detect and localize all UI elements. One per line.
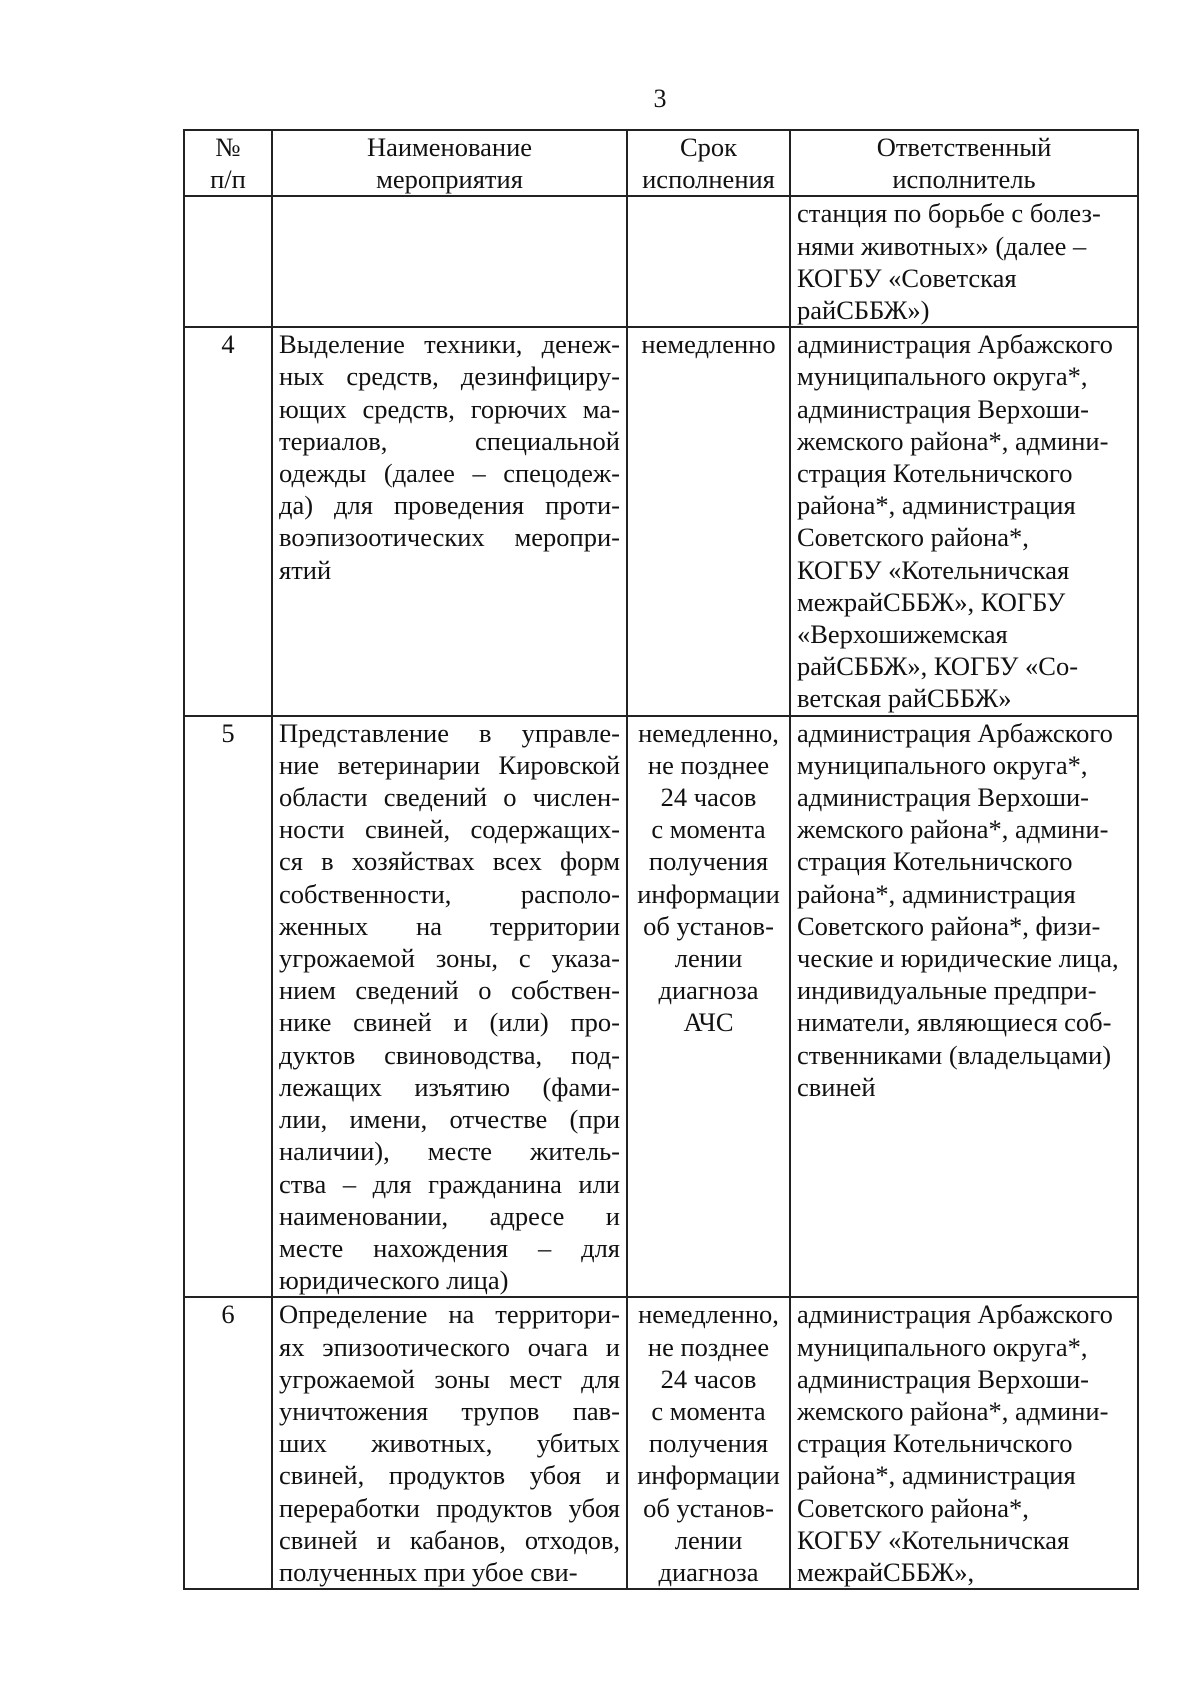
cell-line: юридического лица) [279,1265,509,1296]
cell-line: муниципального округа*, [797,1331,1088,1362]
cell-name [272,196,627,327]
cell-line: ющих средств, горючих ма- [279,393,620,424]
cell-line: 24 часов [660,1363,757,1394]
header-row [184,130,1138,196]
cell-line: переработки продуктов убоя [279,1492,620,1523]
cell-line: месте нахождения – для [279,1232,620,1263]
cell-line: администрация Арбажского [797,717,1113,748]
table-header [184,130,1138,196]
cell-line: одежды (далее – спецодеж- [279,458,620,489]
cell-line: да) для проведения проти- [279,490,620,521]
cell-line: угрожаемой зоны, с указа- [279,943,620,974]
cell-line: свиней [797,1071,876,1102]
cell-line: не позднее [647,749,770,780]
cell-term [627,716,790,1298]
cell-line: индивидуальные предпри- [797,975,1097,1006]
table-row [184,1297,1138,1589]
cell-name [272,716,627,1298]
cell-responsible [790,1297,1138,1589]
table-body [184,196,1138,1589]
cell-line: воэпизоотических меропри- [279,522,620,553]
cell-line: администрация Арбажского [797,329,1113,360]
cell-line: КОГБУ «Котельничская [797,554,1070,585]
cell-line: Советского района*, физи- [797,910,1101,941]
cell-line: администрация Арбажского [797,1299,1113,1330]
cell-line: администрация Верхоши- [797,393,1090,424]
cell-line: немедленно [641,329,776,360]
cell-line: администрация Верхоши- [797,782,1090,813]
header-line: мероприятия [376,164,523,195]
cell-line: межрайСББЖ», КОГБУ [797,586,1066,617]
cell-line: ственниками (владельцами) [797,1039,1112,1070]
cell-line: нием сведений о собствен- [279,975,620,1006]
cell-num: 6 [184,1297,272,1589]
cell-line: с момента [651,814,766,845]
cell-line: района*, администрация [797,878,1076,909]
header-line: исполнитель [892,164,1036,195]
cell-line: ятий [279,554,332,585]
header-term [627,130,790,196]
cell-line: ства – для гражданина или [279,1168,620,1199]
header-line: Ответственный [876,132,1052,162]
cell-line: района*, администрация [797,1460,1076,1491]
cell-term [627,196,790,327]
cell-line: Советского района*, [797,522,1029,553]
cell-line: свиней и кабанов, отходов, [279,1524,620,1555]
cell-line: Выделение техники, денеж- [279,329,620,360]
cell-line: с момента [651,1395,766,1426]
cell-name [272,327,627,715]
cell-line: муниципального округа*, [797,361,1088,392]
cell-line: полученных при убое сви- [279,1556,578,1587]
cell-line: получения [648,846,769,877]
cell-line: женных на территории [279,910,620,941]
cell-line: лежащих изъятию (фами- [279,1071,620,1102]
cell-line: ся в хозяйствах всех форм [279,846,620,877]
page-number: 3 [653,84,667,113]
cell-line: об установ- [643,910,774,941]
cell-line: администрация Верхоши- [797,1363,1090,1394]
cell-responsible [790,327,1138,715]
cell-line: ние ветеринарии Кировской [279,749,620,780]
cell-line: райСББЖ», КОГБУ «Со- [797,651,1079,682]
cell-term [627,1297,790,1589]
cell-responsible [790,196,1138,327]
cell-line: немедленно, [638,1299,779,1330]
header-line: п/п [210,164,246,195]
header-name [272,130,627,196]
cell-line: «Верхошижемская [797,619,1008,650]
header-line: исполнения [642,164,775,195]
cell-line: териалов, специальной [279,425,620,456]
cell-responsible [790,716,1138,1298]
cell-line: АЧС [683,1007,734,1038]
cell-line: района*, администрация [797,490,1076,521]
header-line: Наименование [366,132,533,162]
table-row [184,327,1138,715]
cell-line: лении [674,1524,743,1555]
header-responsible [790,130,1138,196]
cell-line: наименовании, адресе и [279,1200,620,1231]
cell-line: информации [637,878,780,909]
cell-line: ших животных, убитых [279,1428,620,1459]
table-row [184,716,1138,1298]
cell-line: получения [648,1428,769,1459]
cell-line: лии, имени, отчестве (при [279,1104,620,1135]
cell-num: 4 [184,327,272,715]
cell-line: Советского района*, [797,1492,1029,1523]
cell-line: ности свиней, содержащих- [279,814,620,845]
cell-term [627,327,790,715]
cell-line: Определение на территори- [279,1299,620,1330]
cell-line: КОГБУ «Котельничская [797,1524,1070,1555]
cell-line: жемского района*, админи- [797,425,1109,456]
cell-line: угрожаемой зоны мест для [279,1363,620,1394]
cell-line: области сведений о числен- [279,782,620,813]
cell-line: диагноза [658,975,759,1006]
cell-num: 5 [184,716,272,1298]
header-line: № [215,132,241,162]
cell-line: страция Котельничского [797,1428,1073,1459]
cell-name [272,1297,627,1589]
cell-line: станция по борьбе с болез- [797,198,1101,229]
cell-line: жемского района*, админи- [797,1395,1109,1426]
cell-line: райСББЖ») [797,295,930,326]
cell-line: нике свиней и (или) про- [279,1007,620,1038]
cell-line: муниципального округа*, [797,749,1088,780]
cell-line: не позднее [647,1331,770,1362]
header-line: Срок [679,132,738,162]
table-row [184,196,1138,327]
cell-line: собственности, располо- [279,878,620,909]
cell-line: об установ- [643,1492,774,1523]
cell-line: ветская райСББЖ» [797,683,1012,714]
cell-line: немедленно, [638,717,779,748]
header-num [184,130,272,196]
cell-line: жемского района*, админи- [797,814,1109,845]
cell-line: ческие и юридические лица, [797,943,1119,974]
cell-line: ных средств, дезинфициру- [279,361,620,392]
cell-line: лении [674,943,743,974]
measures-table [183,129,1139,1590]
cell-line: ях эпизоотического очага и [279,1331,620,1362]
cell-line: информации [637,1460,780,1491]
cell-line: уничтожения трупов пав- [279,1395,620,1426]
cell-line: страция Котельничского [797,458,1073,489]
cell-line: свиней, продуктов убоя и [279,1460,620,1491]
cell-line: дуктов свиноводства, под- [279,1039,620,1070]
cell-num [184,196,272,327]
cell-line: КОГБУ «Советская [797,262,1017,293]
cell-line: межрайСББЖ», [797,1556,975,1587]
cell-line: диагноза [658,1556,759,1587]
cell-line: наличии), месте житель- [279,1136,620,1167]
cell-line: ниматели, являющиеся соб- [797,1007,1112,1038]
cell-line: страция Котельничского [797,846,1073,877]
cell-line: 24 часов [660,782,757,813]
cell-line: Представление в управле- [279,717,620,748]
cell-line: нями животных» (далее – [797,230,1087,261]
